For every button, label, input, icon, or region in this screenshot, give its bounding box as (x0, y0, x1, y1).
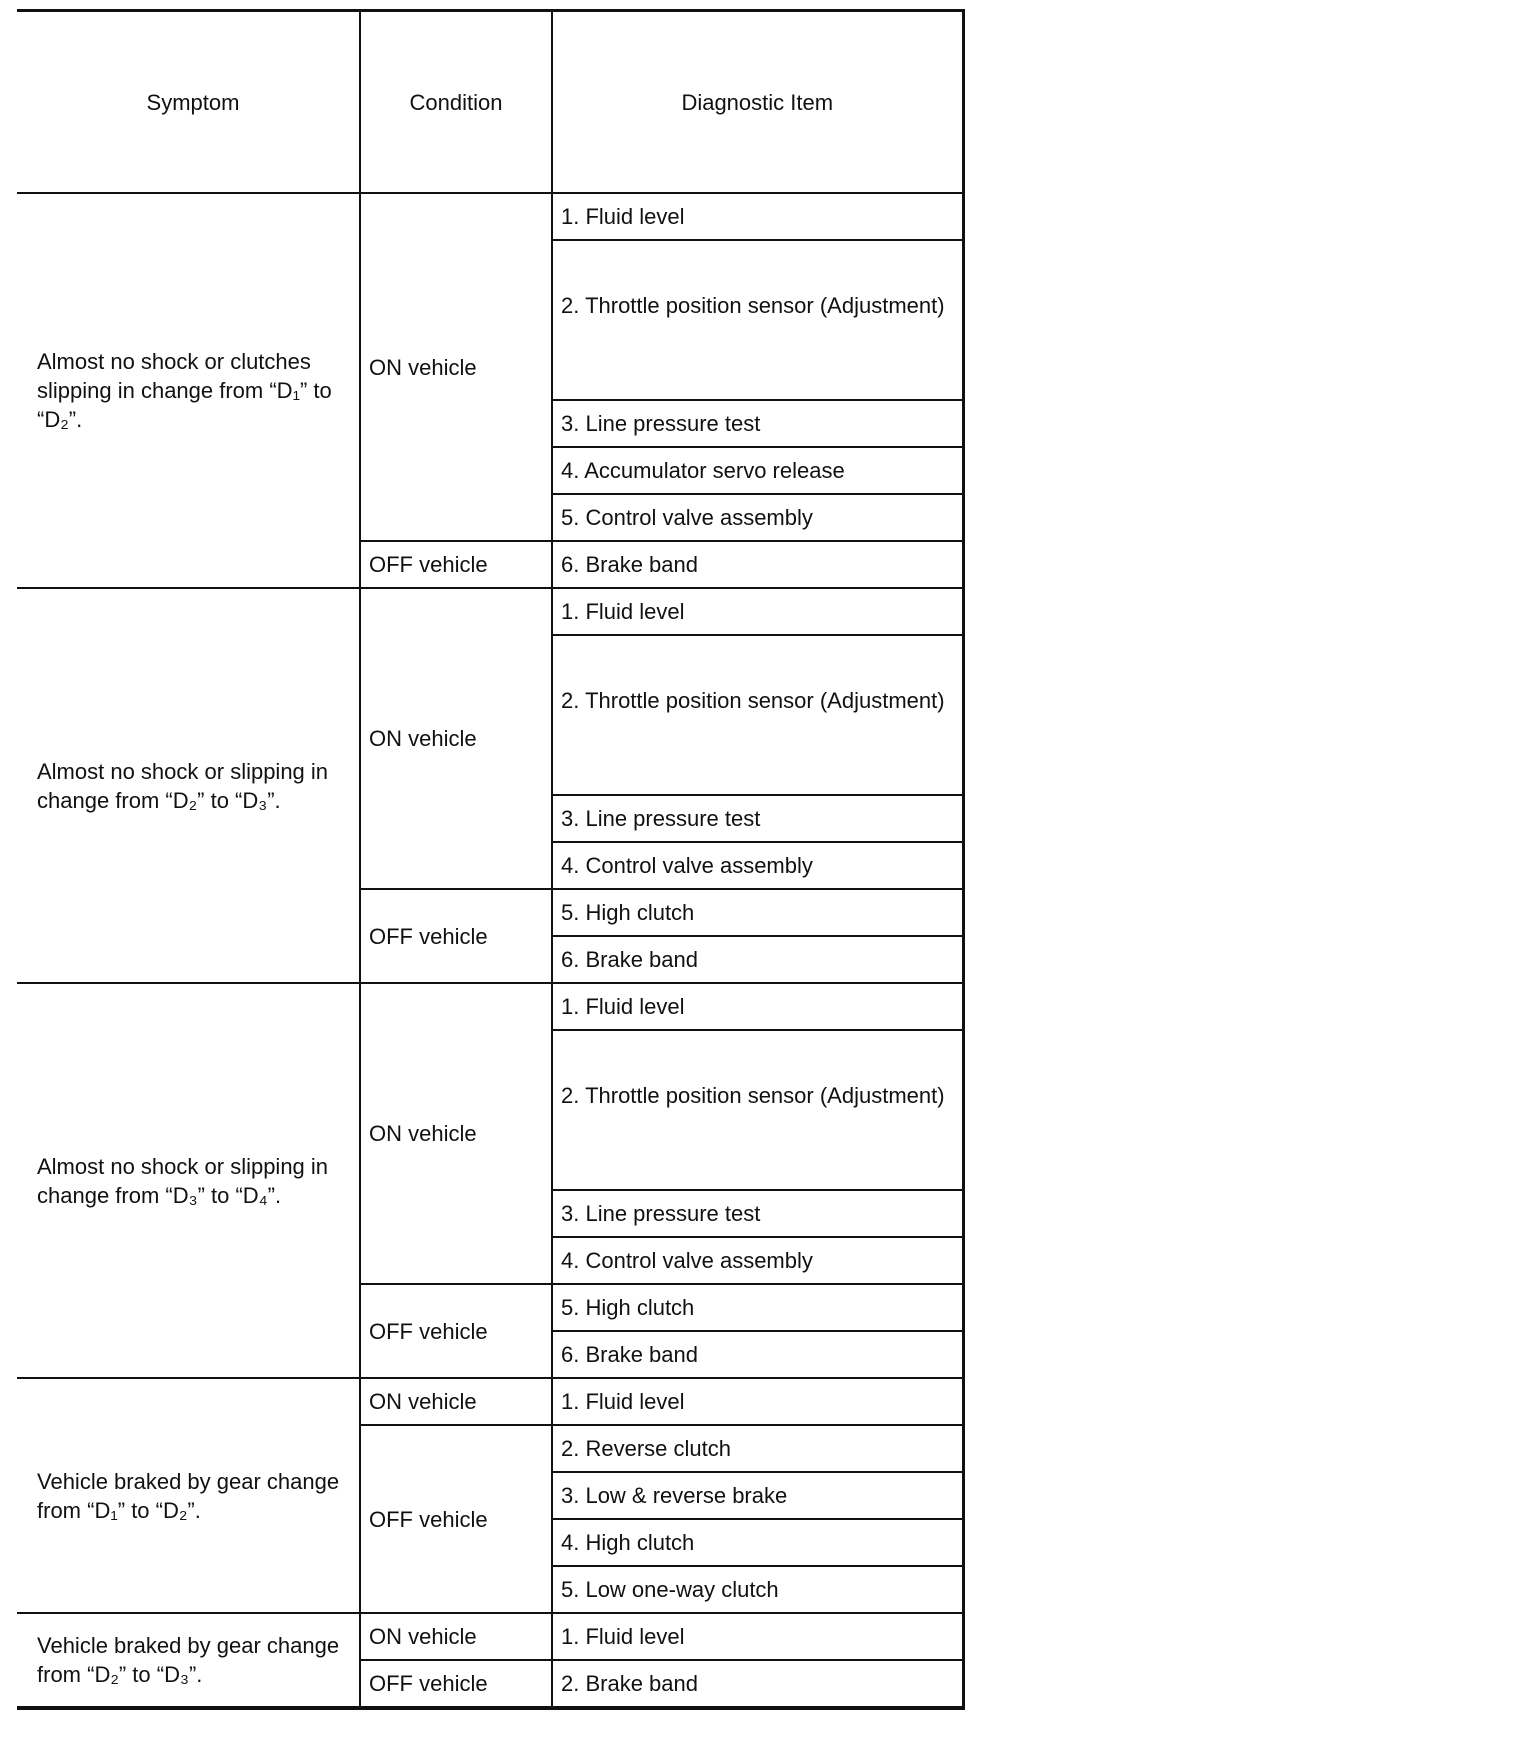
diagnostic-item: 5. Control valve assembly (552, 494, 963, 541)
symptom-cell: Vehicle braked by gear change from “D₂” to “D₃”. (17, 1613, 360, 1708)
diagnostic-item: 3. Line pressure test (552, 795, 963, 842)
header-symptom: Symptom (17, 11, 360, 194)
diagnostic-item: 2. Throttle position sensor (Adjustment) (552, 635, 963, 795)
diagnostic-item: 1. Fluid level (552, 983, 963, 1030)
diagnostic-table (17, 9, 965, 1710)
condition-cell: OFF vehicle (360, 1425, 552, 1613)
table-row (17, 588, 963, 635)
diagnostic-item: 6. Brake band (552, 541, 963, 588)
condition-cell: ON vehicle (360, 983, 552, 1284)
diagnostic-item: 5. High clutch (552, 1284, 963, 1331)
diagnostic-item: 1. Fluid level (552, 1378, 963, 1425)
diagnostic-item: 2. Throttle position sensor (Adjustment) (552, 240, 963, 400)
diagnostic-item: 3. Low & reverse brake (552, 1472, 963, 1519)
diagnostic-item: 3. Line pressure test (552, 1190, 963, 1237)
condition-cell: ON vehicle (360, 588, 552, 889)
condition-cell: OFF vehicle (360, 1284, 552, 1378)
table-row (17, 193, 963, 240)
condition-cell: OFF vehicle (360, 541, 552, 588)
diagnostic-item: 4. Control valve assembly (552, 1237, 963, 1284)
symptom-cell: Almost no shock or slipping in change from “D₂” to “D₃”. (17, 588, 360, 983)
diagnostic-item: 6. Brake band (552, 936, 963, 983)
diagnostic-table-container (17, 9, 963, 1710)
diagnostic-item: 5. High clutch (552, 889, 963, 936)
symptom-cell: Vehicle braked by gear change from “D₁” to “D₂”. (17, 1378, 360, 1613)
condition-cell: ON vehicle (360, 1378, 552, 1425)
diagnostic-item: 2. Throttle position sensor (Adjustment) (552, 1030, 963, 1190)
header-row (17, 11, 963, 194)
table-row (17, 983, 963, 1030)
header-diagnostic-item: Diagnostic Item (552, 11, 963, 194)
diagnostic-item: 1. Fluid level (552, 1613, 963, 1660)
diagnostic-item: 4. High clutch (552, 1519, 963, 1566)
diagnostic-item: 3. Line pressure test (552, 400, 963, 447)
diagnostic-item: 4. Control valve assembly (552, 842, 963, 889)
diagnostic-item: 1. Fluid level (552, 588, 963, 635)
table-row (17, 1378, 963, 1425)
condition-cell: OFF vehicle (360, 1660, 552, 1708)
condition-cell: OFF vehicle (360, 889, 552, 983)
condition-cell: ON vehicle (360, 1613, 552, 1660)
diagnostic-item: 2. Reverse clutch (552, 1425, 963, 1472)
diagnostic-item: 4. Accumulator servo release (552, 447, 963, 494)
diagnostic-item: 2. Brake band (552, 1660, 963, 1708)
diagnostic-item: 1. Fluid level (552, 193, 963, 240)
diagnostic-item: 6. Brake band (552, 1331, 963, 1378)
symptom-cell: Almost no shock or clutches slipping in change from “D₁” to “D₂”. (17, 193, 360, 588)
symptom-cell: Almost no shock or slipping in change from “D₃” to “D₄”. (17, 983, 360, 1378)
condition-cell: ON vehicle (360, 193, 552, 541)
table-row (17, 1613, 963, 1660)
diagnostic-item: 5. Low one-way clutch (552, 1566, 963, 1613)
header-condition: Condition (360, 11, 552, 194)
